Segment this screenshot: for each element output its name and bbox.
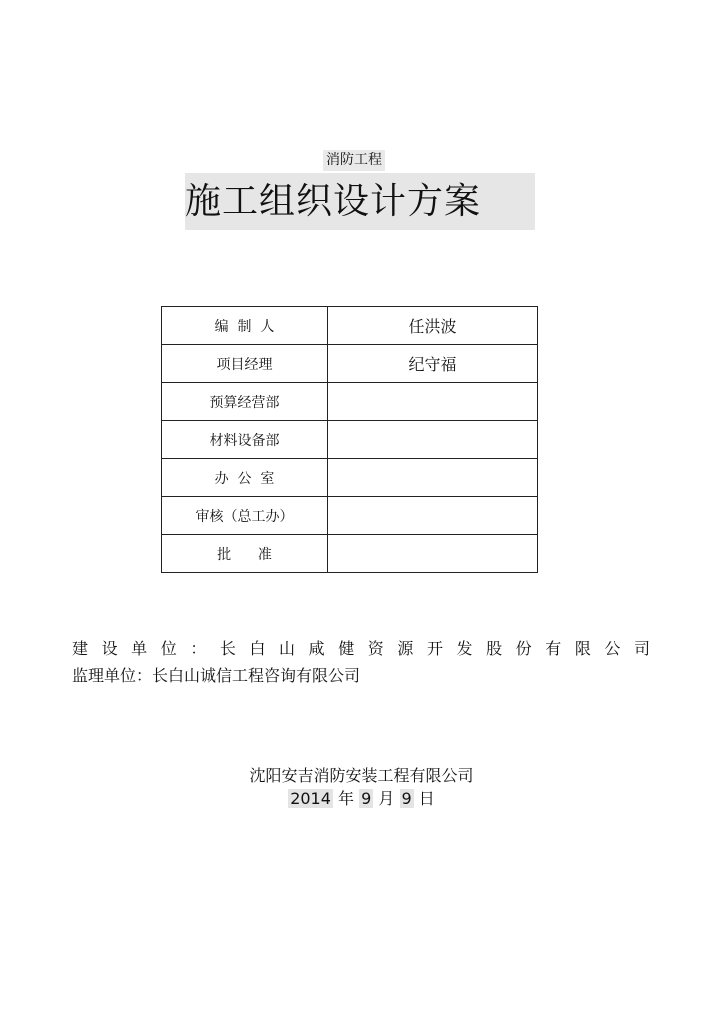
supervision-unit-line: 监理单位：长白山诚信工程咨询有限公司 — [72, 666, 361, 685]
row-label-office: 办 公 室 — [162, 459, 328, 497]
row-value-approval — [328, 535, 538, 573]
document-title: 施工组织设计方案 — [185, 173, 535, 230]
date-year: 2014 — [290, 789, 331, 808]
construction-unit-line: 建设单位：长白山咸健资源开发股份有限公司 — [72, 639, 650, 658]
row-label-approval: 批 准 — [162, 535, 328, 573]
table-row — [162, 459, 538, 497]
document-date — [0, 789, 723, 809]
row-value-materials-dept — [328, 421, 538, 459]
row-value-budget-dept — [328, 383, 538, 421]
date-month-unit: 月 — [378, 789, 395, 808]
row-label-materials-dept: 材料设备部 — [162, 421, 328, 459]
signature-table — [161, 306, 538, 573]
row-value-project-manager: 纪守福 — [328, 345, 538, 383]
row-value-compiler: 任洪波 — [328, 307, 538, 345]
row-label-project-manager: 项目经理 — [162, 345, 328, 383]
table-row — [162, 345, 538, 383]
table-row — [162, 421, 538, 459]
row-value-office — [328, 459, 538, 497]
row-label-compiler: 编 制 人 — [162, 307, 328, 345]
table-row — [162, 383, 538, 421]
contractor-company: 沈阳安吉消防安装工程有限公司 — [249, 766, 474, 785]
document-subtitle: 消防工程 — [323, 150, 385, 171]
row-label-budget-dept: 预算经营部 — [162, 383, 328, 421]
date-day-unit: 日 — [418, 789, 435, 808]
date-year-unit: 年 — [338, 789, 355, 808]
table-row — [162, 497, 538, 535]
row-value-review — [328, 497, 538, 535]
date-month: 9 — [361, 789, 372, 808]
date-day: 9 — [401, 789, 412, 808]
table-row — [162, 307, 538, 345]
row-label-review: 审核（总工办） — [162, 497, 328, 535]
table-row — [162, 535, 538, 573]
